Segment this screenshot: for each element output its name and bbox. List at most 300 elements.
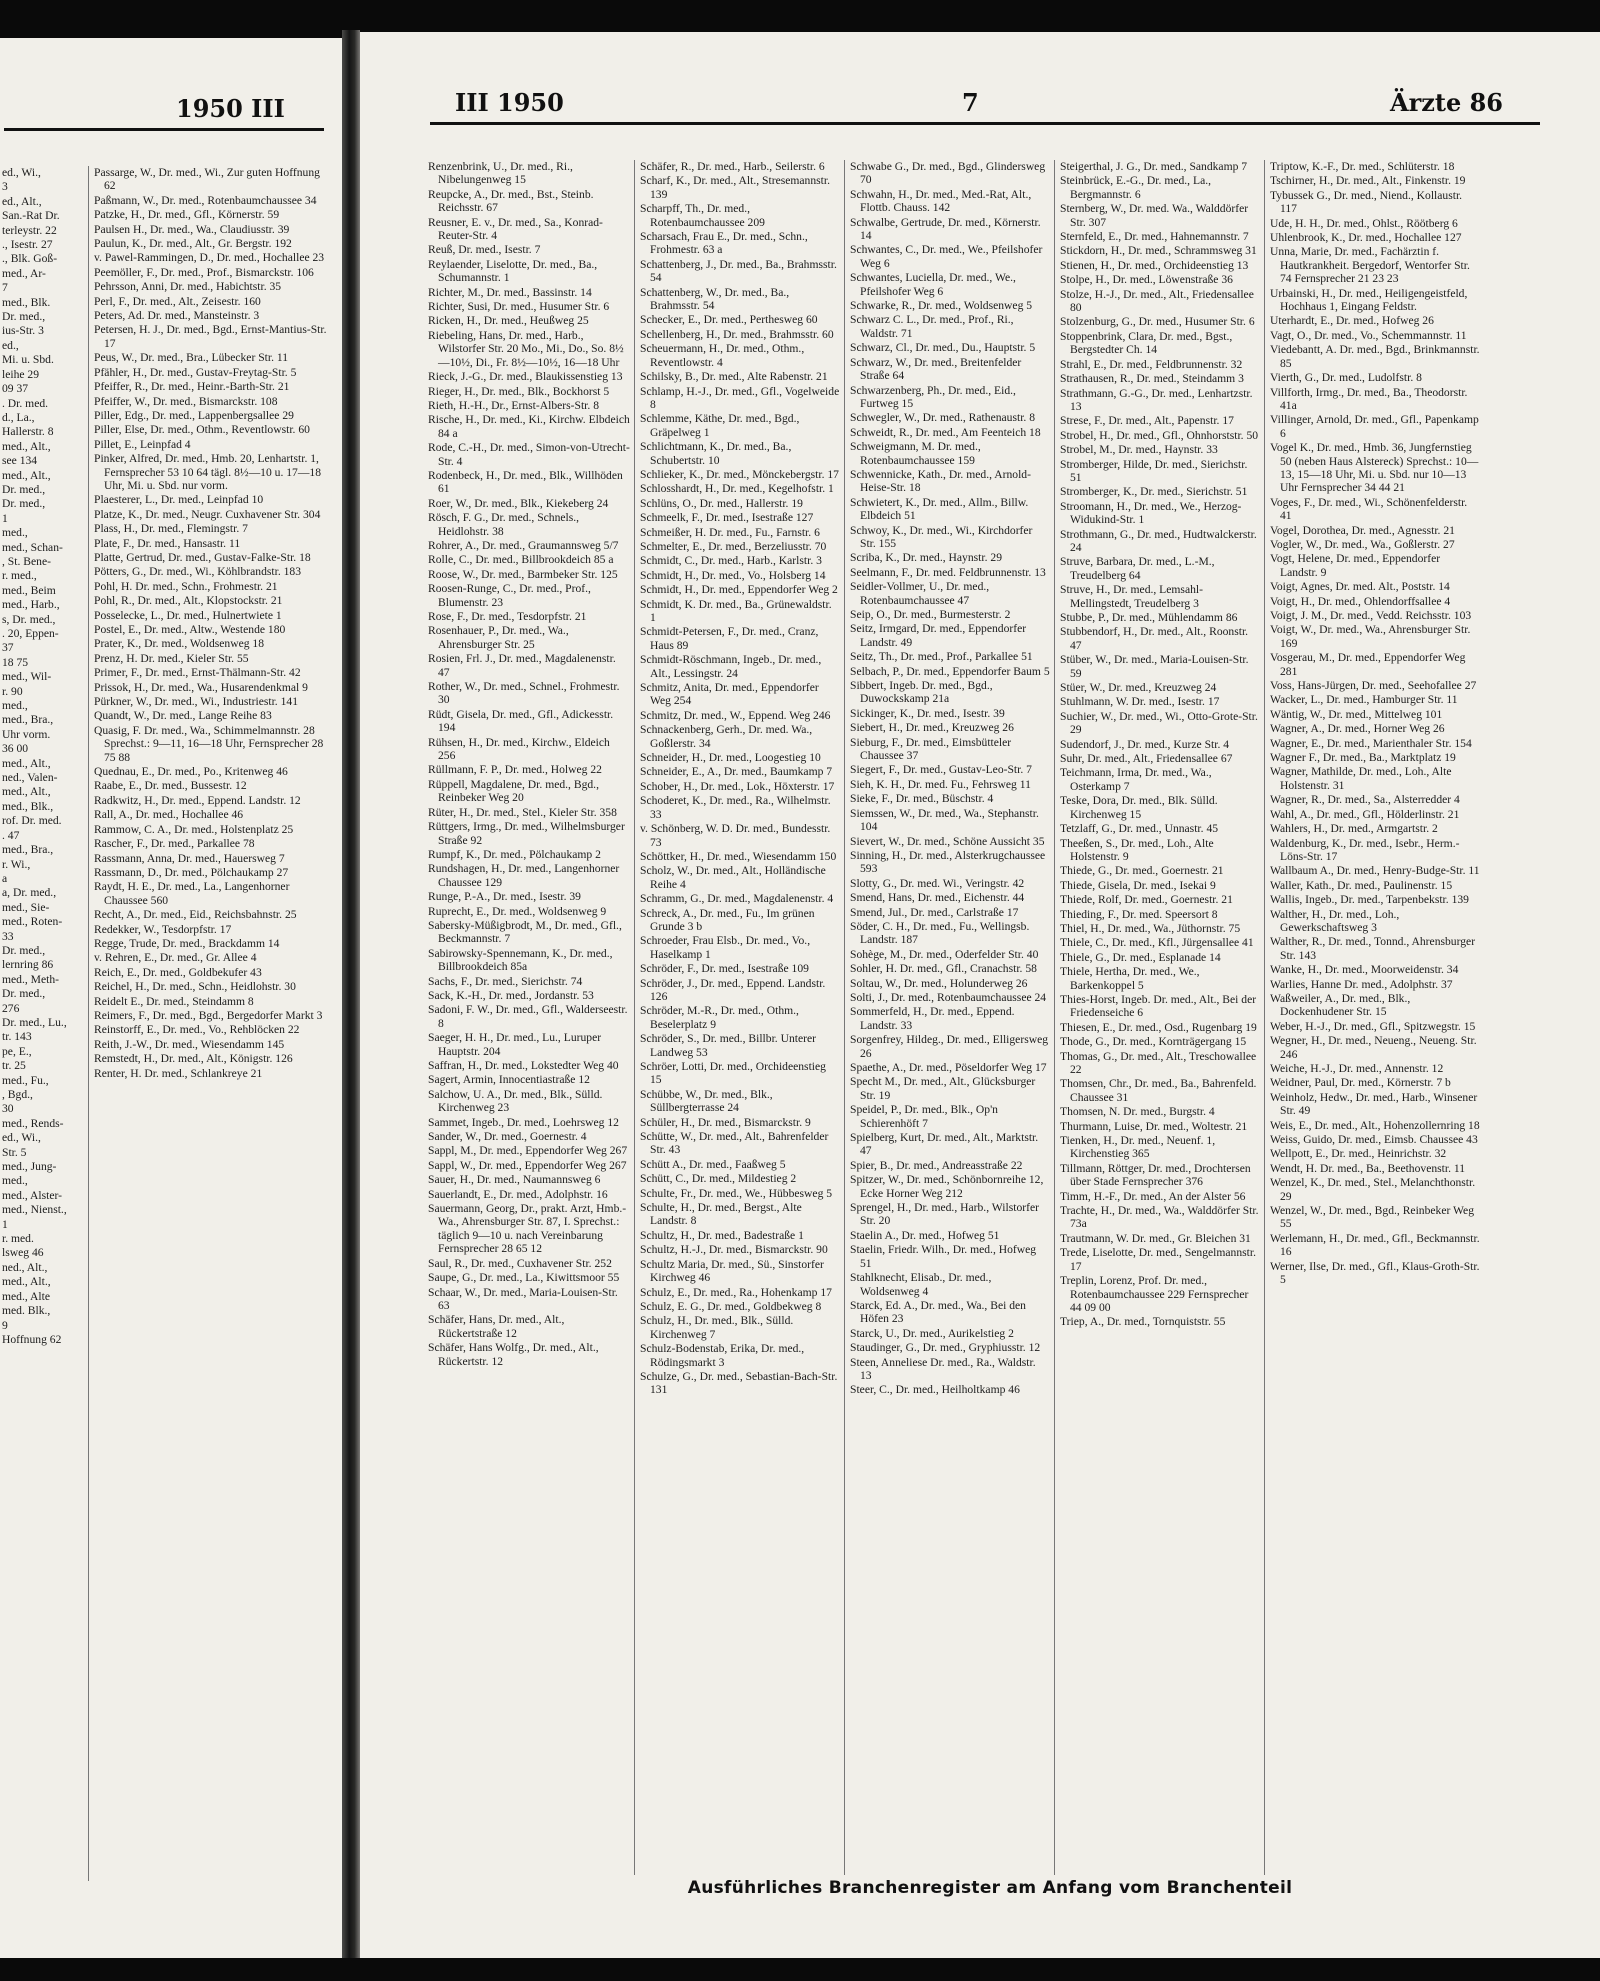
directory-entry: Smend, Jul., Dr. med., Carlstraße 17	[850, 905, 1019, 919]
directory-entry: Saeger, H. H., Dr. med., Lu., Luruper Hauptstr. 204	[428, 1031, 602, 1058]
directory-entry: Stubbendorf, H., Dr. med., Alt., Roonstr. 47	[1060, 625, 1249, 652]
directory-entry: Voges, F., Dr. med., Wi., Schönenfelderstr. 41	[1270, 495, 1468, 523]
directory-entry: Weinholz, Hedw., Dr. med., Harb., Winsener Str. 49	[1270, 1090, 1478, 1118]
directory-entry: Schwegler, W., Dr. med., Rathenaustr. 8	[850, 411, 1036, 425]
directory-entry: Saffran, H., Dr. med., Lokstedter Weg 40	[428, 1059, 619, 1072]
directory-entry: Thiede, Rolf, Dr. med., Goernestr. 21	[1060, 893, 1233, 907]
cut-off-text-fragment: 30	[2, 1102, 14, 1116]
directory-entry: Spitzer, W., Dr. med., Schönbornreihe 12, Ecke Horner Weg 212	[850, 1173, 1044, 1200]
directory-entry: Piller, Edg., Dr. med., Lappenbergsallee 29	[94, 408, 294, 422]
directory-entry: Seip, O., Dr. med., Burmesterstr. 2	[850, 608, 1011, 621]
cut-off-text-fragment: pe, E.,	[2, 1044, 32, 1058]
directory-entry: Schlamp, H.-J., Dr. med., Gfl., Vogelweide 8	[640, 384, 840, 411]
cut-off-text-fragment: med., Harb.,	[2, 598, 60, 612]
directory-entry: Reinstorff, E., Dr. med., Vo., Rehblöcken 22	[94, 1023, 300, 1037]
cut-off-text-fragment: med., Ar-	[2, 266, 46, 280]
directory-entry: Wellpott, E., Dr. med., Heinrichstr. 32	[1270, 1147, 1447, 1161]
directory-entry: Struve, H., Dr. med., Lemsahl-Mellingstedt, Treudelberg 3	[1060, 583, 1203, 610]
cut-off-text-fragment: ned., Alt.,	[2, 1260, 48, 1274]
directory-entry: Stromberger, K., Dr. med., Sierichstr. 51	[1060, 485, 1248, 499]
cut-off-text-fragment: med., Alt.,	[2, 439, 51, 453]
directory-entry: Passarge, W., Dr. med., Wi., Zur guten Hoffnung 62	[94, 166, 320, 193]
directory-entry: Trede, Liselotte, Dr. med., Sengelmannstr. 17	[1060, 1246, 1256, 1273]
directory-entry: Platte, Gertrud, Dr. med., Gustav-Falke-Str. 18	[94, 550, 311, 564]
cut-off-text-fragment: 1	[2, 1217, 8, 1231]
directory-entry: Weiche, H.-J., Dr. med., Annenstr. 12	[1270, 1062, 1444, 1075]
directory-entry: Schwarz C. L., Dr. med., Prof., Ri., Waldstr. 71	[850, 313, 1014, 340]
cut-off-text-fragment: lsweg 46	[2, 1246, 44, 1260]
directory-entry: Speidel, P., Dr. med., Blk., Op'n Schierenhöft 7	[850, 1103, 998, 1130]
cut-off-text-fragment: a, Dr. med.,	[2, 886, 57, 900]
directory-entry: Paulun, K., Dr. med., Alt., Gr. Bergstr. 192	[94, 237, 292, 251]
directory-entry: Sauerlandt, E., Dr. med., Adolphstr. 16	[428, 1187, 608, 1201]
directory-entry: Voigt, Agnes, Dr. med. Alt., Poststr. 14	[1270, 580, 1450, 594]
directory-entry: Thies-Horst, Ingeb. Dr. med., Alt., Bei der Friedenseiche 6	[1060, 992, 1257, 1020]
directory-entry: Siegert, F., Dr. med., Gustav-Leo-Str. 7	[850, 763, 1032, 777]
directory-entry: Radkwitz, H., Dr. med., Eppend. Landstr. 12	[94, 793, 301, 807]
directory-entry: Strese, F., Dr. med., Alt., Papenstr. 17	[1060, 414, 1234, 428]
directory-entry: Rammow, C. A., Dr. med., Holstenplatz 25	[94, 822, 294, 836]
directory-entry: Voigt, H., Dr. med., Ohlendorffsallee 4	[1270, 594, 1451, 608]
directory-entry: Schweidt, R., Dr. med., Am Feenteich 18	[850, 425, 1041, 439]
directory-entry: Primer, F., Dr. med., Ernst-Thälmann-Str. 42	[94, 666, 301, 680]
cut-off-text-fragment: . 47	[2, 828, 20, 842]
directory-entry: Quasig, F. Dr. med., Wa., Schimmelmannstr. 28 Sprechst.: 9—11, 16—18 Uhr, Fernsprecher 28 75 88	[94, 723, 324, 764]
cut-off-text-fragment: ned., Valen-	[2, 771, 58, 785]
directory-entry: Staelin, Friedr. Wilh., Dr. med., Hofweg 51	[850, 1243, 1037, 1270]
directory-entry: Schwennicke, Kath., Dr. med., Arnold-Heise-Str. 18	[850, 467, 1031, 495]
directory-entry: Scholz, W., Dr. med., Alt., Holländische Reihe 4	[640, 864, 826, 891]
cut-off-text-fragment: 36 00	[2, 742, 29, 756]
directory-entry: Sohège, M., Dr. med., Oderfelder Str. 40	[850, 947, 1039, 961]
directory-entry: Schulze, G., Dr. med., Sebastian-Bach-Str. 131	[640, 1369, 838, 1397]
directory-entry: Rode, C.-H., Dr. med., Simon-von-Utrecht-Str. 4	[428, 441, 630, 468]
cut-off-text-fragment: Dr. med., Lu.,	[2, 1015, 67, 1029]
cut-off-text-fragment: 3	[2, 180, 8, 194]
directory-entry: Wegner, H., Dr. med., Neueng., Neueng. Str. 246	[1270, 1034, 1477, 1061]
directory-entry: Weidner, Paul, Dr. med., Körnerstr. 7 b	[1270, 1076, 1451, 1090]
directory-entry: Strobel, H., Dr. med., Gfl., Ohnhorststr. 50	[1060, 428, 1259, 442]
cut-off-text-fragment: Str. 5	[2, 1145, 27, 1159]
directory-entry: Thomsen, Chr., Dr. med., Ba., Bahrenfeld. Chaussee 31	[1060, 1077, 1257, 1104]
directory-entry: Sternfeld, E., Dr. med., Hahnemannstr. 7	[1060, 230, 1249, 244]
directory-entry: Schlosshardt, H., Dr. med., Kegelhofstr. 1	[640, 482, 834, 496]
directory-entry: Wanke, H., Dr. med., Moorweidenstr. 34	[1270, 963, 1459, 977]
directory-entry: Urbainski, H., Dr. med., Heiligengeistfeld, Hochhaus 1, Eingang Feldstr.	[1270, 286, 1468, 314]
directory-entry: Riebeling, Hans, Dr. med., Harb., Wilstorfer Str. 20 Mo., Mi., Do., So. 8½—10½, Di., Fr. 8½—10½, 16—18 Uhr	[428, 328, 624, 369]
cut-off-text-fragment: 7	[2, 281, 8, 295]
cut-off-text-fragment: 9	[2, 1318, 8, 1332]
directory-entry: Trautmann, W. Dr. med., Gr. Bleichen 31	[1060, 1231, 1251, 1245]
directory-entry: Teichmann, Irma, Dr. med., Wa., Osterkamp 7	[1060, 766, 1212, 793]
directory-entry: Rieth, H.-H., Dr., Ernst-Albers-Str. 8	[428, 398, 599, 412]
directory-entry: Posselecke, L., Dr. med., Hulnertwiete 1	[94, 608, 282, 622]
directory-entry: Warlies, Hanne Dr. med., Adolphstr. 37	[1270, 977, 1453, 991]
cut-off-text-fragment: med., Bra.,	[2, 843, 54, 857]
directory-entry: Sappl, W., Dr. med., Eppendorfer Weg 267	[428, 1158, 627, 1172]
cut-off-text-fragment: med.,	[2, 1174, 28, 1188]
cut-off-text-fragment: 276	[2, 1001, 20, 1015]
cut-off-text-fragment: 33	[2, 929, 14, 943]
directory-entry: Staudinger, G., Dr. med., Gryphiusstr. 12	[850, 1341, 1041, 1355]
cut-off-text-fragment: med., Rends-	[2, 1116, 64, 1130]
cut-off-text-fragment: med., Meth-	[2, 972, 59, 986]
directory-entry: Schulz, H., Dr. med., Blk., Sülld. Kirchenweg 7	[640, 1314, 794, 1341]
directory-entry: Schroeder, Frau Elsb., Dr. med., Vo., Haselkamp 1	[640, 934, 811, 961]
directory-entry: Stolpe, H., Dr. med., Löwenstraße 36	[1060, 273, 1233, 287]
directory-entry: Schmelter, E., Dr. med., Berzeliusstr. 70	[640, 539, 827, 553]
directory-entry: Schmidt, H., Dr. med., Vo., Holsberg 14	[640, 568, 826, 582]
directory-entry: Piller, Else, Dr. med., Othm., Reventlowstr. 60	[94, 423, 310, 437]
directory-entry: Schmitz, Anita, Dr. med., Eppendorfer Weg 254	[640, 681, 819, 708]
cut-off-text-fragment: med., Fu.,	[2, 1073, 49, 1087]
directory-entry: Thomsen, N. Dr. med., Burgstr. 4	[1060, 1105, 1215, 1119]
directory-entry: Rüter, H., Dr. med., Stel., Kieler Str. 358	[428, 805, 617, 819]
cut-off-text-fragment: ius-Str. 3	[2, 324, 44, 338]
directory-entry: Sadoni, F. W., Dr. med., Gfl., Walderseestr. 8	[428, 1003, 628, 1030]
directory-entry: Peemöller, F., Dr. med., Prof., Bismarckstr. 106	[94, 265, 314, 279]
directory-entry: Schoderet, K., Dr. med., Ra., Wilhelmstr. 33	[640, 794, 831, 821]
directory-entry: Schulz, E., Dr. med., Ra., Hohenkamp 17	[640, 1285, 832, 1299]
directory-entry: Rall, A., Dr. med., Hochallee 46	[94, 808, 244, 822]
directory-column-5	[1270, 160, 1480, 1875]
directory-entry: Schnackenberg, Gerh., Dr. med. Wa., Goßlerstr. 34	[640, 723, 813, 750]
directory-entry: Scheuermann, H., Dr. med., Othm., Reventlowstr. 4	[640, 342, 805, 369]
directory-entry: Paulsen H., Dr. med., Wa., Claudiusstr. 39	[94, 222, 290, 236]
directory-entry: Petersen, H. J., Dr. med., Bgd., Ernst-Mantius-Str. 17	[94, 323, 327, 350]
directory-entry: Rüppell, Magdalene, Dr. med., Bgd., Reinbeker Weg 20	[428, 777, 599, 805]
directory-entry: Trachte, H., Dr. med., Wa., Walddörfer Str. 73a	[1060, 1204, 1259, 1231]
cut-off-text-fragment: med.,	[2, 699, 28, 713]
directory-entry: Walther, H., Dr. med., Loh., Gewerkschaftsweg 3	[1270, 907, 1400, 934]
directory-entry: Sievert, W., Dr. med., Schöne Aussicht 35	[850, 834, 1045, 848]
directory-entry: Schöttker, H., Dr. med., Wiesendamm 150	[640, 849, 837, 863]
directory-entry: Ricken, H., Dr. med., Heußweg 25	[428, 314, 589, 328]
directory-entry: Rühsen, H., Dr. med., Kirchw., Eldeich 256	[428, 735, 610, 763]
directory-entry: Scharsach, Frau E., Dr. med., Schn., Frohmestr. 63 a	[640, 230, 808, 257]
directory-entry: Schultz, H., Dr. med., Badestraße 1	[640, 1228, 804, 1242]
directory-entry: Sander, W., Dr. med., Goernestr. 4	[428, 1130, 587, 1144]
header-rule	[4, 128, 324, 131]
directory-entry: Plaesterer, L., Dr. med., Leinpfad 10	[94, 493, 264, 507]
directory-entry: Stubbe, P., Dr. med., Mühlendamm 86	[1060, 611, 1238, 624]
directory-entry: Sauermann, Georg, Dr., prakt. Arzt, Hmb.-Wa., Ahrensburger Str. 87, I. Sprechst.: täglich 9—10 u. nach Vereinbarung Fernsprecher 28 65 12	[428, 1202, 627, 1256]
directory-entry: Schlieker, K., Dr. med., Mönckebergstr. 17	[640, 467, 839, 481]
directory-entry: Voigt, J. M., Dr. med., Vedd. Reichsstr. 103	[1270, 609, 1472, 622]
directory-entry: Thiele, G., Dr. med., Esplanade 14	[1060, 950, 1221, 964]
directory-entry: Saul, R., Dr. med., Cuxhavener Str. 252	[428, 1256, 612, 1270]
directory-entry: Pfeiffer, R., Dr. med., Heinr.-Barth-Str. 21	[94, 380, 290, 394]
directory-entry: Viedebantt, A. Dr. med., Bgd., Brinkmannstr. 85	[1270, 343, 1480, 370]
directory-entry: Prenz, H. Dr. med., Kieler Str. 55	[94, 651, 249, 665]
cut-off-text-fragment: Dr. med.,	[2, 987, 46, 1001]
directory-entry: Pürkner, W., Dr. med., Wi., Industriestr. 141	[94, 695, 298, 709]
directory-entry: Schweigmann, M. Dr. med., Rotenbaumchaussee 159	[850, 440, 981, 467]
column-divider	[634, 160, 635, 1875]
directory-entry: Schellenberg, H., Dr. med., Brahmsstr. 60	[640, 327, 834, 341]
directory-entry: Pfähler, H., Dr. med., Gustav-Freytag-Str. 5	[94, 365, 297, 379]
directory-entry: Reimers, F., Dr. med., Bgd., Bergedorfer Markt 3	[94, 1008, 323, 1022]
directory-entry: Schultz Maria, Dr. med., Sü., Sinstorfer Kirchweg 46	[640, 1257, 824, 1285]
directory-entry: Roosen-Runge, C., Dr. med., Prof., Blumenstr. 23	[428, 582, 591, 609]
directory-entry: Sommerfeld, H., Dr. med., Eppend. Landstr. 33	[850, 1005, 1015, 1032]
footer-note: Ausführliches Branchenregister am Anfang vom Branchenteil	[687, 1878, 1293, 1898]
directory-entry: Rüdt, Gisela, Dr. med., Gfl., Adickesstr. 194	[428, 707, 614, 735]
directory-entry: Stoppenbrink, Clara, Dr. med., Bgst., Bergstedter Ch. 14	[1060, 329, 1233, 357]
directory-entry: Vogt, Helene, Dr. med., Eppendorfer Landstr. 9	[1270, 552, 1441, 579]
directory-entry: Waßweiler, A., Dr. med., Blk., Dockenhudener Str. 15	[1270, 991, 1411, 1019]
directory-entry: Sohler, H. Dr. med., Gfl., Cranachstr. 58	[850, 962, 1037, 976]
directory-entry: Seitz, Th., Dr. med., Prof., Parkallee 51	[850, 650, 1033, 664]
cut-off-text-fragment: med. Blk.,	[2, 1304, 51, 1318]
directory-entry: Thurmann, Luise, Dr. med., Woltestr. 21	[1060, 1119, 1248, 1133]
right-page	[360, 32, 1600, 1972]
directory-entry: Sachs, F., Dr. med., Sierichstr. 74	[428, 974, 583, 988]
directory-entry: Prissok, H., Dr. med., Wa., Husarendenkmal 9	[94, 680, 308, 694]
directory-entry: Stüer, W., Dr. med., Kreuzweg 24	[1060, 681, 1217, 695]
directory-entry: Wallbaum A., Dr. med., Henry-Budge-Str. 11	[1270, 864, 1480, 878]
left-page-header: 1950 III	[176, 94, 285, 123]
cut-off-text-fragment: ., Blk. Goß-	[2, 252, 58, 266]
directory-entry: Wenzel, K., Dr. med., Stel., Melanchthonstr. 29	[1270, 1176, 1476, 1203]
directory-entry: Peus, W., Dr. med., Bra., Lübecker Str. 11	[94, 351, 289, 365]
directory-entry: Schwantes, Luciella, Dr. med., We., Pfeilshofer Weg 6	[850, 271, 1016, 298]
directory-entry: Schmidt, H., Dr. med., Eppendorfer Weg 2	[640, 583, 838, 597]
directory-column-1	[428, 160, 630, 1875]
header-rule	[430, 122, 1540, 125]
cut-off-text-fragment: med., Wil-	[2, 670, 52, 684]
directory-entry: Pohl, R., Dr. med., Alt., Klopstockstr. 21	[94, 594, 283, 608]
directory-entry: Reuß, Dr. med., Isestr. 7	[428, 243, 541, 257]
directory-entry: Steigerthal, J. G., Dr. med., Sandkamp 7	[1060, 160, 1248, 173]
directory-entry: Schwarke, R., Dr. med., Woldsenweg 5	[850, 299, 1033, 313]
directory-entry: Vogel, Dorothea, Dr. med., Agnesstr. 21	[1270, 523, 1455, 537]
directory-entry: Schober, H., Dr. med., Lok., Höxterstr. 17	[640, 779, 835, 793]
directory-entry: Stuhlmann, W. Dr. med., Isestr. 17	[1060, 695, 1220, 709]
directory-entry: Schröder, F., Dr. med., Isestraße 109	[640, 962, 809, 976]
directory-entry: Thieding, F., Dr. med. Speersort 8	[1060, 907, 1218, 921]
cut-off-text-fragment: r. med.	[2, 1232, 34, 1246]
directory-entry: Spielberg, Kurt, Dr. med., Alt., Marktstr. 47	[850, 1131, 1039, 1158]
directory-entry: Schmidt-Petersen, F., Dr. med., Cranz, Haus 89	[640, 625, 819, 652]
directory-column-p-r	[94, 166, 334, 1881]
directory-entry: Schmidt-Röschmann, Ingeb., Dr. med., Alt., Lessingstr. 24	[640, 653, 822, 680]
cut-off-text-fragment: see 134	[2, 454, 38, 468]
directory-entry: Soltau, W., Dr. med., Holunderweg 26	[850, 976, 1028, 990]
cut-off-text-fragment: ed.,	[2, 338, 19, 352]
directory-entry: Teske, Dora, Dr. med., Blk. Sülld. Kirchenweg 15	[1060, 794, 1218, 821]
directory-entry: Stolzenburg, G., Dr. med., Husumer Str. 6	[1060, 315, 1255, 329]
directory-entry: Stienen, H., Dr. med., Orchideenstieg 13	[1060, 258, 1249, 272]
directory-entry: Stüber, W., Dr. med., Maria-Louisen-Str. 59	[1060, 653, 1249, 680]
directory-entry: Pohl, H. Dr. med., Schn., Frohmestr. 21	[94, 579, 278, 593]
directory-entry: Uterhardt, E., Dr. med., Hofweg 26	[1270, 314, 1434, 328]
directory-column-4	[1060, 160, 1260, 1875]
cut-off-text-fragment: Hoffnung 62	[2, 1332, 62, 1346]
directory-entry: Richter, M., Dr. med., Bassinstr. 14	[428, 285, 592, 299]
directory-entry: Saupe, G., Dr. med., La., Kiwittsmoor 55	[428, 1271, 620, 1285]
directory-entry: Tienken, H., Dr. med., Neuenf. 1, Kirchenstieg 365	[1060, 1134, 1216, 1161]
cut-off-text-fragment: ed., Alt.,	[2, 194, 42, 208]
cut-off-text-fragment: Hallerstr. 8	[2, 425, 54, 439]
cut-off-text-fragment: med., Schan-	[2, 540, 63, 554]
directory-entry: Schlüns, O., Dr. med., Hallerstr. 19	[640, 496, 803, 510]
cut-off-text-fragment: rof. Dr. med.	[2, 814, 62, 828]
directory-entry: Wahl, A., Dr. med., Gfl., Hölderlinstr. 21	[1270, 807, 1460, 821]
directory-entry: Schütte, W., Dr. med., Alt., Bahrenfelder Str. 43	[640, 1130, 829, 1157]
directory-entry: Raydt, H. E., Dr. med., La., Langenhorner Chaussee 560	[94, 880, 290, 907]
directory-entry: Sieburg, F., Dr. med., Eimsbütteler Chaussee 37	[850, 735, 1012, 763]
directory-entry: Steer, C., Dr. med., Heilholtkamp 46	[850, 1383, 1020, 1397]
directory-entry: Wahlers, H., Dr. med., Armgartstr. 2	[1270, 822, 1438, 836]
page-number: 7	[962, 88, 979, 117]
cut-off-text-fragment: r. med.,	[2, 569, 37, 583]
directory-entry: Smend, Hans, Dr. med., Eichenstr. 44	[850, 891, 1025, 905]
directory-entry: Sibbert, Ingeb. Dr. med., Bgd., Duwockskamp 21a	[850, 679, 993, 706]
directory-entry: Schneider, E., A., Dr. med., Baumkamp 7	[640, 765, 833, 779]
directory-entry: Plass, H., Dr. med., Flemingstr. 7	[94, 522, 248, 536]
directory-entry: Waller, Kath., Dr. med., Paulinenstr. 15	[1270, 878, 1453, 892]
cut-off-text-fragment: 09 37	[2, 382, 29, 396]
directory-entry: Sternberg, W., Dr. med. Wa., Walddörfer Str. 307	[1060, 202, 1249, 229]
directory-entry: Reich, E., Dr. med., Goldbekufer 43	[94, 965, 262, 979]
cut-off-text-fragment: 1	[2, 511, 8, 525]
directory-entry: Pfeiffer, W., Dr. med., Bismarckstr. 108	[94, 394, 278, 408]
directory-entry: Schütt A., Dr. med., Faaßweg 5	[640, 1157, 786, 1171]
scan-bottom-edge	[0, 1958, 1600, 1981]
directory-entry: Runge, P.-A., Dr. med., Isestr. 39	[428, 890, 581, 904]
directory-entry: Schröder, S., Dr. med., Billbr. Unterer Landweg 53	[640, 1032, 816, 1059]
directory-entry: Wagner, E., Dr. med., Marienthaler Str. 154	[1270, 736, 1472, 750]
directory-entry: Suhr, Dr. med., Alt., Friedensallee 67	[1060, 752, 1233, 766]
cut-off-text-fragment: 37	[2, 641, 14, 655]
cut-off-text-fragment: med., Blk.	[2, 295, 51, 309]
directory-entry: Remstedt, H., Dr. med., Alt., Königstr. 126	[94, 1052, 293, 1066]
cut-off-text-fragment: med., Nienst.,	[2, 1203, 67, 1217]
directory-entry: Renzenbrink, U., Dr. med., Ri., Nibelungenweg 15	[428, 160, 573, 187]
directory-entry: Strathmann, G.-G., Dr. med., Lenhartzstr. 13	[1060, 386, 1253, 413]
directory-entry: Schulte, Fr., Dr. med., We., Hübbesweg 5	[640, 1186, 833, 1200]
cut-off-text-fragment: med., Bra.,	[2, 713, 54, 727]
directory-entry: Weiss, Guido, Dr. med., Eimsb. Chaussee 43	[1270, 1133, 1478, 1147]
directory-entry: Pötters, G., Dr. med., Wi., Köhlbrandstr. 183	[94, 565, 302, 579]
cut-off-text-fragment: med.,	[2, 526, 28, 540]
directory-entry: Schwietert, K., Dr. med., Allm., Billw. Elbdeich 51	[850, 495, 1029, 523]
cut-off-text-fragment: med., Blk.,	[2, 799, 54, 813]
cut-off-text-fragment: ed., Wi.,	[2, 166, 41, 179]
directory-entry: Schüler, H., Dr. med., Bismarckstr. 9	[640, 1115, 811, 1129]
directory-entry: Wenzel, W., Dr. med., Bgd., Reinbeker Weg 55	[1270, 1204, 1474, 1231]
directory-entry: Scharpff, Th., Dr. med., Rotenbaumchaussee 209	[640, 202, 765, 229]
directory-entry: Schröder, M.-R., Dr. med., Othm., Beselerplatz 9	[640, 1004, 799, 1031]
directory-entry: Tetzlaff, G., Dr. med., Unnastr. 45	[1060, 822, 1219, 836]
directory-entry: Suchier, W., Dr. med., Wi., Otto-Grote-Str. 29	[1060, 709, 1258, 737]
directory-entry: Prater, K., Dr. med., Woldsenweg 18	[94, 637, 265, 651]
directory-entry: Richter, Susi, Dr. med., Husumer Str. 6	[428, 300, 610, 314]
directory-entry: Weis, E., Dr. med., Alt., Hohenzollernring 18	[1270, 1118, 1480, 1132]
directory-entry: Renter, H. Dr. med., Schlankreye 21	[94, 1066, 263, 1080]
directory-entry: Thode, G., Dr. med., Kornträgergang 15	[1060, 1035, 1247, 1049]
directory-entry: Sabersky-Müßigbrodt, M., Dr. med., Gfl., Beckmannstr. 7	[428, 918, 622, 946]
directory-entry: Rumpf, K., Dr. med., Pölchaukamp 2	[428, 847, 601, 861]
directory-entry: Rosenhauer, P., Dr. med., Wa., Ahrensburger Str. 25	[428, 624, 569, 651]
directory-entry: Schröer, Lotti, Dr. med., Orchideenstieg 15	[640, 1060, 826, 1087]
directory-entry: Sabirowsky-Spennemann, K., Dr. med., Billbrookdeich 85a	[428, 946, 613, 974]
cut-off-text-fragment: med., Alt.,	[2, 468, 51, 482]
directory-entry: Reusner, E. v., Dr. med., Sa., Konrad-Reuter-Str. 4	[428, 215, 603, 243]
cut-off-text-fragment: Dr. med.,	[2, 310, 46, 324]
directory-entry: Wagner, Mathilde, Dr. med., Loh., Alte Holstenstr. 31	[1270, 765, 1452, 792]
directory-entry: Steen, Anneliese Dr. med., Ra., Waldstr. 13	[850, 1355, 1036, 1382]
cut-off-text-fragment: med., Alt.,	[2, 756, 51, 770]
cut-off-text-fragment: Dr. med.,	[2, 943, 46, 957]
cut-off-text-fragment: med., Alt.,	[2, 1275, 51, 1289]
directory-entry: Thomas, G., Dr. med., Alt., Treschowallee 22	[1060, 1049, 1257, 1076]
directory-entry: Schmeißer, H. Dr. med., Fu., Farnstr. 6	[640, 525, 820, 539]
directory-entry: Walther, R., Dr. med., Tonnd., Ahrensburger Str. 143	[1270, 935, 1476, 962]
directory-entry: Specht M., Dr. med., Alt., Glücksburger Str. 19	[850, 1075, 1036, 1102]
directory-entry: Triptow, K.-F., Dr. med., Schlüterstr. 18	[1270, 160, 1455, 173]
directory-entry: Pinker, Alfred, Dr. med., Hmb. 20, Lenhartstr. 1, Fernsprecher 53 10 64 tägl. 8½—10 u. 17—18 Uhr, Mi. u. Sbd. nur vorm.	[94, 452, 322, 492]
cut-off-text-fragment: , Bgd.,	[2, 1088, 33, 1101]
directory-entry: Ude, H. H., Dr. med., Ohlst., Röötberg 6	[1270, 216, 1458, 230]
directory-entry: Strathausen, R., Dr. med., Steindamm 3	[1060, 372, 1244, 386]
directory-entry: Schmeelk, F., Dr. med., Isestraße 127	[640, 511, 814, 525]
directory-entry: Schulz, E. G., Dr. med., Goldbekweg 8	[640, 1299, 822, 1313]
cut-off-text-fragment: med., Sie-	[2, 900, 50, 914]
directory-entry: Schmidt, K. Dr. med., Ba., Grünewaldstr. 1	[640, 597, 832, 624]
directory-entry: Seelmann, F., Dr. med. Feldbrunnenstr. 13	[850, 565, 1046, 579]
directory-entry: Seitz, Irmgard, Dr. med., Eppendorfer Landstr. 49	[850, 622, 1027, 649]
directory-entry: Voss, Hans-Jürgen, Dr. med., Seehofallee 27	[1270, 679, 1477, 693]
directory-entry: Staelin A., Dr. med., Hofweg 51	[850, 1228, 1000, 1242]
directory-entry: Schulte, H., Dr. med., Bergst., Alte Landstr. 8	[640, 1201, 802, 1228]
page-header-section: Ärzte 86	[1390, 88, 1504, 117]
directory-entry: Timm, H.-F., Dr. med., An der Alster 56	[1060, 1189, 1246, 1203]
directory-entry: Schultz, H.-J., Dr. med., Bismarckstr. 90	[640, 1243, 828, 1257]
directory-entry: Schramm, G., Dr. med., Magdalenenstr. 4	[640, 892, 834, 906]
cut-off-text-fragment: tr. 25	[2, 1059, 26, 1073]
directory-entry: Sprengel, H., Dr. med., Harb., Wilstorfer Str. 20	[850, 1201, 1039, 1228]
cut-off-text-fragment: San.-Rat Dr.	[2, 209, 60, 223]
directory-column-3	[850, 160, 1050, 1875]
directory-entry: Peters, Ad. Dr. med., Mansteinstr. 3	[94, 309, 260, 323]
directory-entry: Schilsky, B., Dr. med., Alte Rabenstr. 21	[640, 370, 828, 384]
directory-entry: Schwahn, H., Dr. med., Med.-Rat, Alt., Flottb. Chauss. 142	[850, 187, 1032, 215]
cut-off-text-fragment: r. Wi.,	[2, 857, 31, 871]
directory-entry: Schlemme, Käthe, Dr. med., Bgd., Gräpelweg 1	[640, 412, 800, 439]
cut-off-text-fragment: med., Alte	[2, 1289, 50, 1303]
directory-entry: Schmitz, Dr. med., W., Eppend. Weg 246	[640, 708, 831, 722]
directory-entry: Postel, E., Dr. med., Altw., Westende 180	[94, 623, 286, 636]
cut-off-text-fragment: a	[2, 871, 8, 885]
directory-entry: Rüllmann, F. P., Dr. med., Holweg 22	[428, 763, 602, 777]
directory-entry: v. Schönberg, W. D. Dr. med., Bundesstr. 73	[640, 822, 831, 849]
directory-entry: Triep, A., Dr. med., Tornquiststr. 55	[1060, 1315, 1226, 1329]
directory-entry: Rose, F., Dr. med., Tesdorpfstr. 21	[428, 610, 587, 623]
directory-entry: Stahlknecht, Elisab., Dr. med., Woldsenweg 4	[850, 1271, 992, 1298]
directory-entry: Wagner F., Dr. med., Ba., Marktplatz 19	[1270, 751, 1456, 765]
directory-entry: Wallis, Ingeb., Dr. med., Tarpenbekstr. 139	[1270, 893, 1469, 907]
column-divider	[844, 160, 845, 1875]
directory-entry: Sieke, F., Dr. med., Büschstr. 4	[850, 792, 994, 806]
directory-entry: Stolze, H.-J., Dr. med., Alt., Friedensallee 80	[1060, 287, 1254, 315]
directory-entry: Vosgerau, M., Dr. med., Eppendorfer Weg 281	[1270, 651, 1466, 678]
directory-entry: Rascher, F., Dr. med., Parkallee 78	[94, 837, 255, 851]
directory-entry: v. Pawel-Rammingen, D., Dr. med., Hochallee 23	[94, 251, 325, 265]
directory-entry: Voigt, W., Dr. med., Wa., Ahrensburger Str. 169	[1270, 623, 1471, 650]
directory-entry: Pillet, E., Leinpfad 4	[94, 437, 191, 451]
